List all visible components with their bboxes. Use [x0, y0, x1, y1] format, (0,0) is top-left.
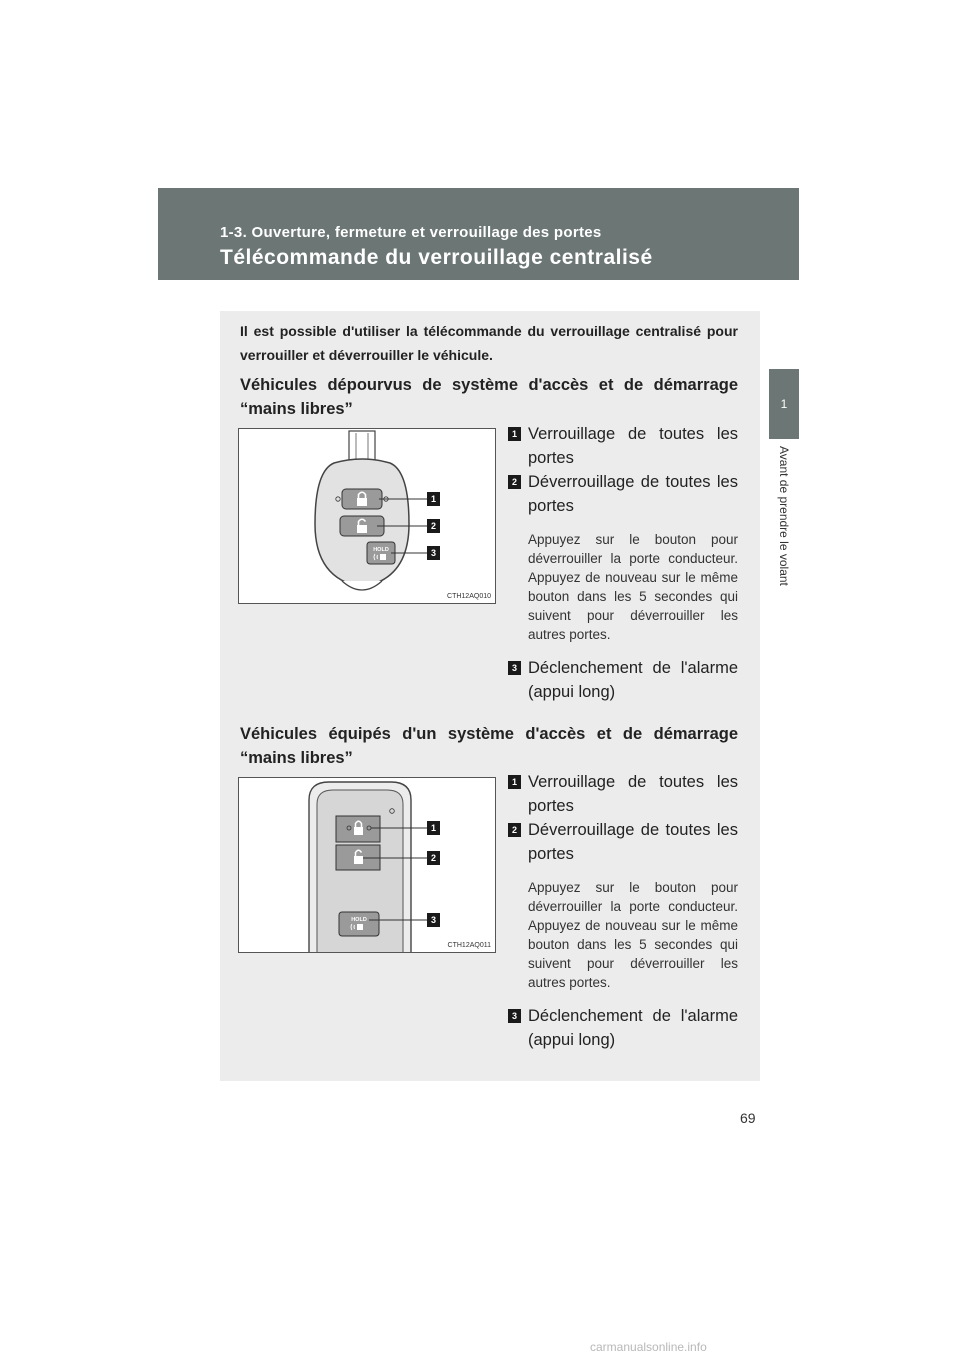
section2-list	[508, 770, 738, 1052]
chapter-tab-number: 1	[769, 369, 799, 439]
chapter-header	[158, 188, 799, 280]
callout-1: 1	[427, 821, 440, 835]
item-number-badge: 2	[508, 823, 521, 837]
list-item: 1 Verrouillage de toutes les portes	[508, 770, 738, 818]
hold-alarm-icon	[367, 542, 395, 564]
list-item: 3 Déclenchement de l'alarme (appui long)	[508, 1004, 738, 1052]
watermark: carmanualsonline.info	[590, 1340, 707, 1354]
callout-2: 2	[427, 519, 440, 533]
hold-alarm-icon	[339, 912, 379, 936]
svg-text:HOLD: HOLD	[351, 917, 367, 923]
svg-text:HOLD: HOLD	[373, 547, 389, 553]
item-number-badge: 3	[508, 661, 521, 675]
item-number-badge: 2	[508, 475, 521, 489]
section-label: 1-3. Ouverture, fermeture et verrouillage des portes	[220, 224, 602, 241]
section2-heading: Véhicules équipés d'un système d'accès et de démarrage “mains libres”	[240, 725, 738, 767]
lock-icon	[336, 816, 380, 842]
item-number-badge: 1	[508, 775, 521, 789]
content-panel	[220, 311, 760, 1081]
figure-code: CTH12AQ011	[447, 942, 491, 949]
intro-text: Il est possible d'utiliser la télécommande du verrouillage centralisé pour verrouiller et déverrouiller le véhicule.	[240, 323, 738, 363]
figure-key-remote	[238, 428, 496, 604]
figure-smart-key	[238, 777, 496, 953]
page-number: 69	[740, 1110, 756, 1126]
item-note: Appuyez sur le bouton pour déverrouiller la porte conducteur. Appuyez de nouveau sur le même bouton dans les 5 secondes qui suivent pour déverrouiller les autres portes.	[528, 532, 738, 642]
list-item: 3 Déclenchement de l'alarme (appui long)	[508, 656, 738, 704]
item-number-badge: 1	[508, 427, 521, 441]
item-note: Appuyez sur le bouton pour déverrouiller la porte conducteur. Appuyez de nouveau sur le même bouton dans les 5 secondes qui suivent pour déverrouiller les autres portes.	[528, 880, 738, 990]
list-item: 1 Verrouillage de toutes les portes	[508, 422, 738, 470]
key-remote-illustration	[239, 429, 495, 603]
section1-heading: Véhicules dépourvus de système d'accès et de démarrage “mains libres”	[240, 376, 738, 418]
page-title: Télécommande du verrouillage centralisé	[220, 246, 653, 269]
callout-2: 2	[427, 851, 440, 865]
callout-3: 3	[427, 913, 440, 927]
smart-key-illustration	[239, 778, 495, 952]
list-item: 2 Déverrouillage de toutes les portes	[508, 470, 738, 518]
callout-1: 1	[427, 492, 440, 506]
callout-3: 3	[427, 546, 440, 560]
figure-code: CTH12AQ010	[447, 593, 491, 600]
chapter-tab-label: Avant de prendre le volant	[777, 446, 791, 586]
list-item: 2 Déverrouillage de toutes les portes	[508, 818, 738, 866]
item-number-badge: 3	[508, 1009, 521, 1023]
section1-list	[508, 422, 738, 704]
